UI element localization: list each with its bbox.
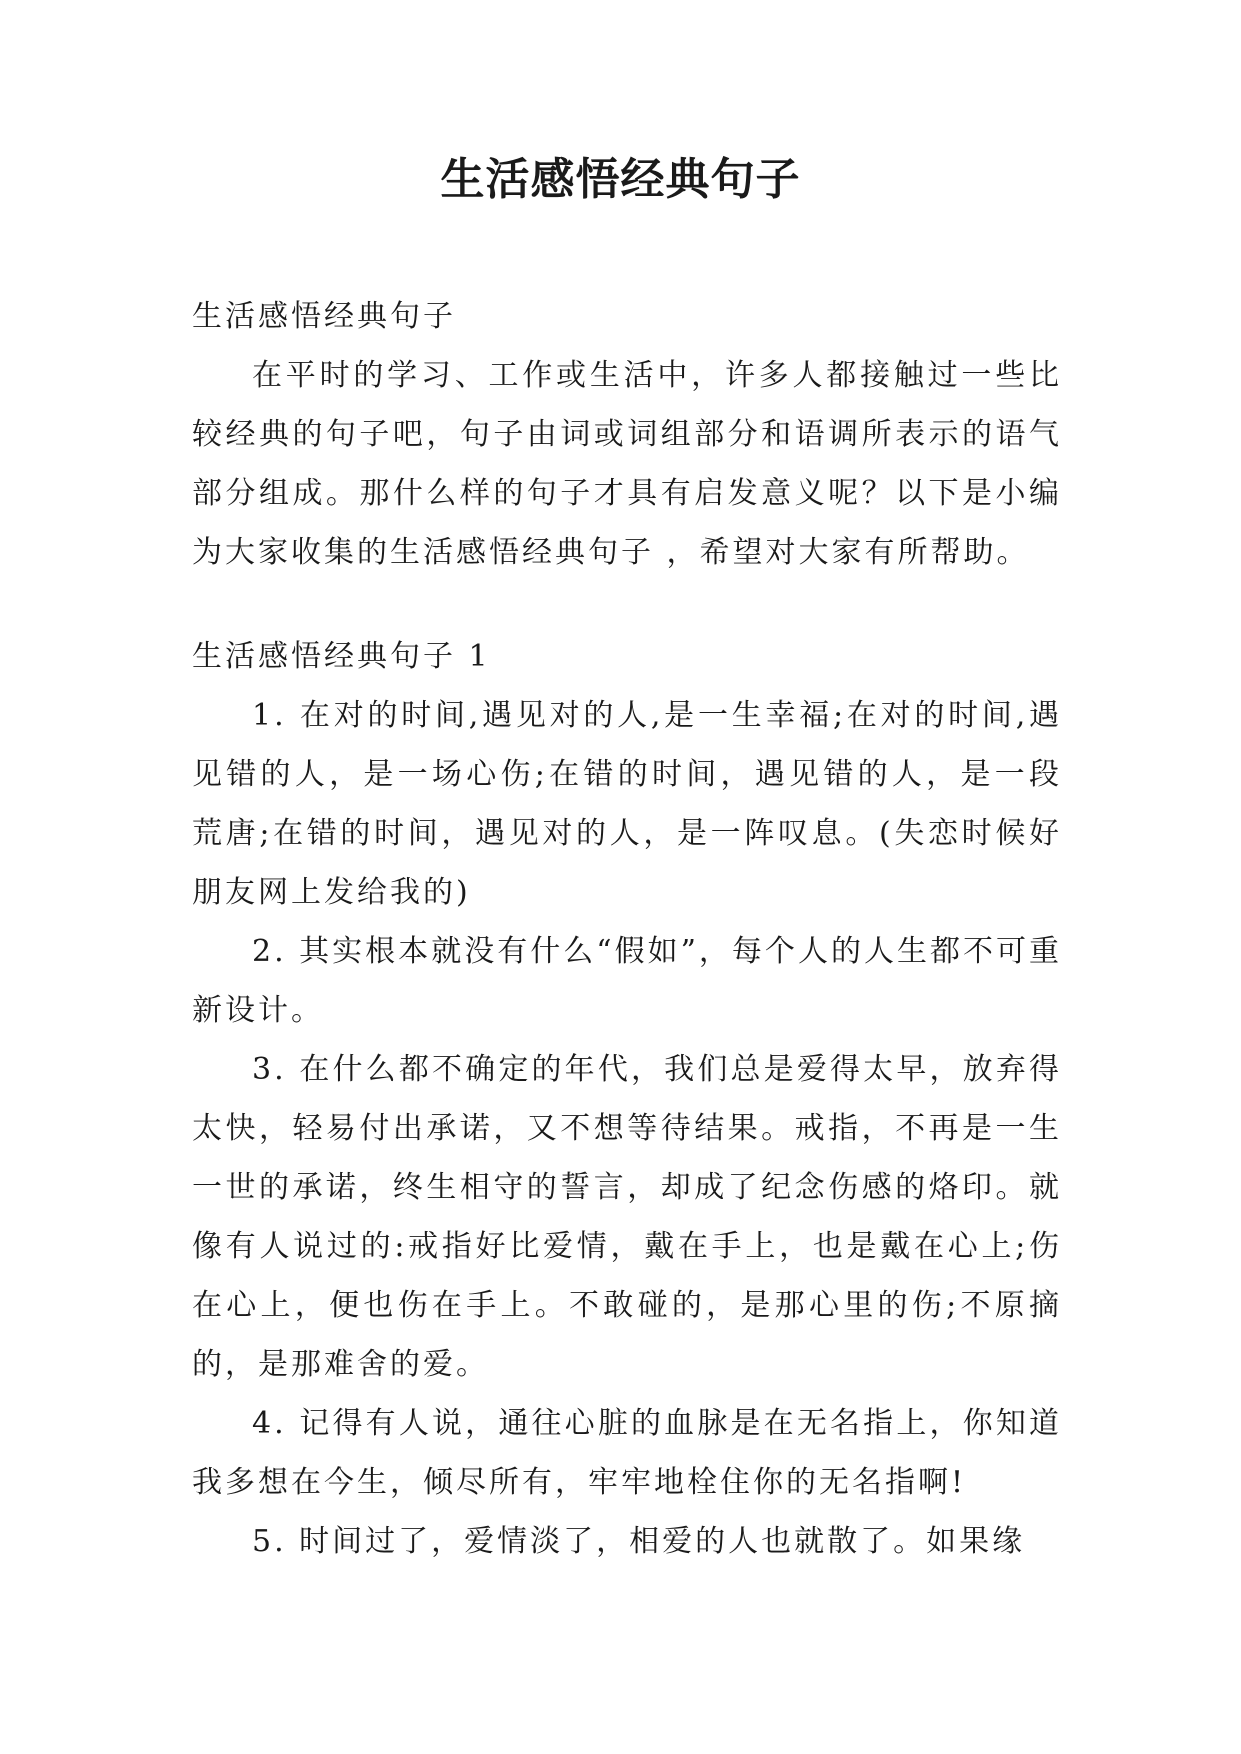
list-item: 1. 在对的时间,遇见对的人,是一生幸福;在对的时间,遇见错的人，是一场心伤;在错的时间，遇见错的人，是一段荒唐;在错的时间，遇见对的人，是一阵叹息。(失恋时候好朋友网上发给我的) <box>192 698 1062 910</box>
list-item: 3. 在什么都不确定的年代，我们总是爱得太早，放弃得太快，轻易付出承诺，又不想等待结果。戒指，不再是一生一世的承诺，终生相守的誓言，却成了纪念伤感的烙印。就像有人说过的:戒指好比爱情，戴在手上，也是戴在心上;伤在心上，便也伤在手上。不敢碰的，是那心里的伤;不原摘的，是那难舍的爱。 <box>192 1052 1062 1382</box>
list-item: 5. 时间过了，爱情淡了，相爱的人也就散了。如果缘 <box>252 1524 1026 1559</box>
paragraph-gap <box>192 582 1062 627</box>
list-item: 2. 其实根本就没有什么“假如”，每个人的人生都不可重新设计。 <box>192 934 1062 1028</box>
list-item: 4. 记得有人说，通往心脏的血脉是在无名指上，你知道我多想在今生，倾尽所有，牢牢地栓住你的无名指啊! <box>192 1406 1062 1500</box>
document-body <box>192 287 1062 1571</box>
section-heading: 生活感悟经典句子 1 <box>192 639 491 674</box>
document-subtitle: 生活感悟经典句子 <box>192 299 456 334</box>
intro-paragraph: 在平时的学习、工作或生活中，许多人都接触过一些比较经典的句子吧，句子由词或词组部分和语调所表示的语气部分组成。那什么样的句子才具有启发意义呢？以下是小编为大家收集的生活感悟经典句子 ，希望对大家有所帮助。 <box>192 358 1062 570</box>
document-title: 生活感悟经典句子 <box>440 154 801 205</box>
